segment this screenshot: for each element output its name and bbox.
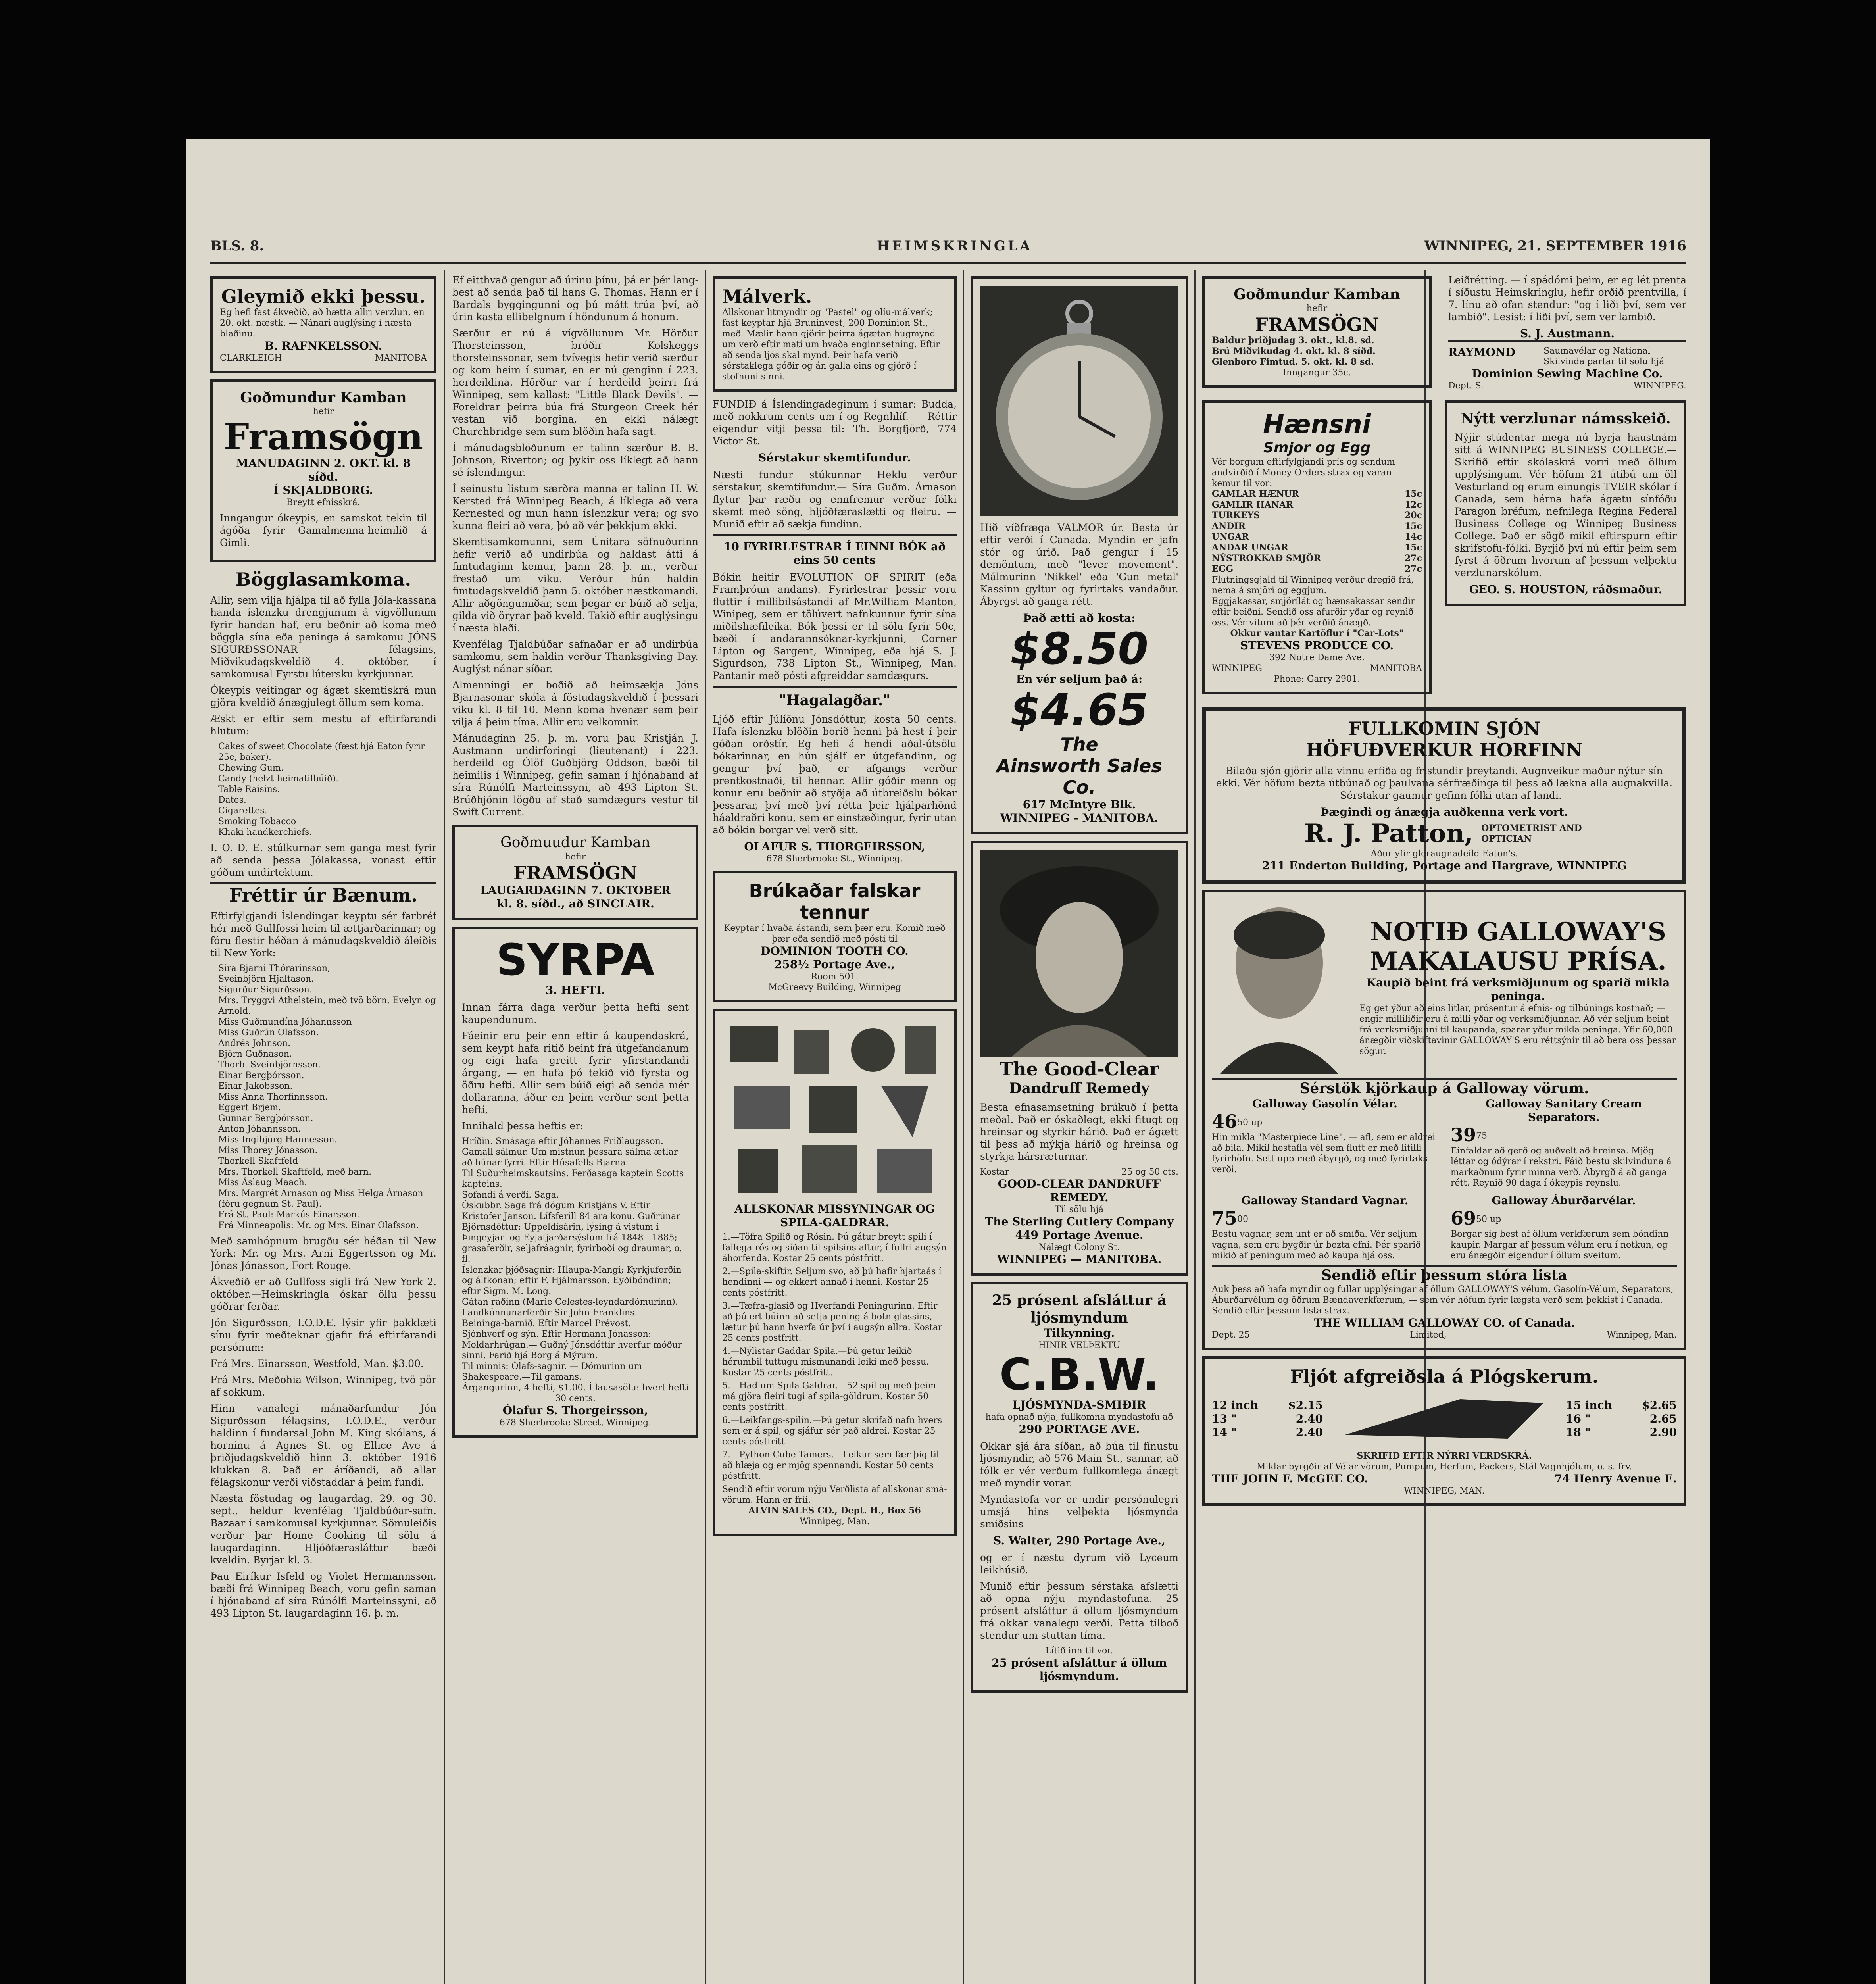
hefir: hefir	[1306, 304, 1328, 313]
ad-intro: Vér borgum eftirfylgjandi prís og sendum andvirðið í Money Orders strax og varan kemur til vor:	[1212, 457, 1395, 488]
newspaper-page	[186, 139, 1710, 1984]
firm-name: C.B.W.	[999, 1349, 1159, 1400]
share-price: $2.15	[1288, 1399, 1323, 1412]
galloway-product-separator	[1451, 1097, 1677, 1188]
paragraph: Í seinustu listum særðra manna er talinn H. W. Kersted frá Winnipeg Beach, á líklega að vera Kernested og mun hann íslenzkur vera; og svo kunna fleiri að vera, þó að vér þekkjum ekki.	[452, 483, 698, 531]
list-item: Miss Ingibjörg Hannesson.	[218, 1135, 337, 1145]
price-value: 15c	[1404, 489, 1422, 499]
list-item: Dates.	[218, 795, 246, 805]
the: The	[1060, 734, 1098, 755]
signature: Ólafur S. Thorgeirsson,	[502, 1404, 648, 1417]
paragraph: Almenningi er boðið að heimsækja Jóns Bjarnasonar skóla á föstudagskveldið í þessari viku kl. 8 til 10. Menn koma hvenær sem þeir vilja á þeim tíma. Allir eru velkomnir.	[452, 679, 698, 728]
paragraph: Jón Sigurðsson, I.O.D.E. lýsir yfir þakklæti sínu fyrir meðteknar gjafir frá eftirfarandi persónum:	[210, 1317, 436, 1353]
list-item: Table Raisins.	[218, 784, 280, 794]
ad-body: Allskonar litmyndir og "Pastel" og olíu-málverk; fást keyptar hjá Bruninvest, 200 Dominion St., með. Mælir hann gjörir þeirra ágætan hugmynd um verð eftir mati um hvaða enginnsetning. Eftir að senda ljós skal mynd. Þeir hafa verið sérstaklega góðir og án galla eins og gjörð í stofnuni sinni.	[722, 308, 940, 382]
event-date-2: Brú Miðvikudag 4. okt. kl. 8 síðd.	[1212, 346, 1376, 356]
man-portrait	[1212, 900, 1347, 1074]
announcement-label: Tilkynning.	[1044, 1327, 1115, 1340]
city: WINNIPEG.	[1633, 381, 1686, 391]
paragraph: Frá Mrs. Einarsson, Westfold, Man. $3.00.	[210, 1358, 424, 1369]
price-item: ANDIR	[1212, 521, 1246, 531]
paragraph: Okkur vantar Kartöflur í "Car-Lots"	[1230, 628, 1404, 638]
list-item: Miss Áslaug Maach.	[218, 1178, 307, 1188]
paragraph: Fáeinir eru þeir enn eftir á kaupendaskrá, sem keypt hafa ritið beint frá útgefandanum og eigi hafa greitt fyrir yfirstandandi árgang, — en hafa þó tekið við fyrsta og öðru hefti. Allir sem búið eigi að senda mér dollaranna, áður en þeim verður sent þetta hefti,	[462, 1030, 689, 1115]
missyningar-ad	[713, 1009, 957, 1536]
column-4	[971, 270, 1188, 1984]
product-title: Galloway Sanitary Cream Separators.	[1485, 1097, 1642, 1124]
headline: Bögglasamkoma.	[235, 569, 411, 590]
city: Winnipeg, Man.	[1607, 1330, 1677, 1340]
contents-item: Sjónhverf og sýn. Eftir Hermann Jónasson: Moldarhrúgan.— Guðný Jónsdóttir hverfur móður sinni. Farið hjá Borg á Mýrum.	[462, 1329, 682, 1361]
paragraph: Innan fárra daga verður þetta hefti sent kaupendunum.	[462, 1002, 689, 1025]
call-to-action: SKRIFIÐ EFTIR NÝRRI VERÐSKRÁ.	[1357, 1451, 1532, 1461]
event-title: Framsögn	[223, 416, 423, 458]
paragraph: Munið eftir þessum sérstaka afslætti að opna nýju myndastofuna. 25 prósent afsláttur á öllum ljósmyndum frá okkar vanalegu verði. Petta tilboð stendur um stuttan tíma.	[980, 1580, 1178, 1641]
list-item: Björn Guðnason.	[218, 1049, 292, 1059]
headline: ALLSKONAR MISSYNINGAR OG SPILA-GALDRAR.	[734, 1202, 935, 1229]
city: WINNIPEG — MANITOBA.	[997, 1253, 1162, 1266]
product-title: Galloway Gasolín Vélar.	[1252, 1097, 1397, 1110]
raymond-ad	[1448, 340, 1686, 391]
list-item: Miss Anna Thorfinnsson.	[218, 1092, 328, 1102]
serstakur-notice	[713, 451, 957, 530]
section-title: Sérstök kjörkaup á Galloway vörum.	[1212, 1078, 1677, 1097]
column-3	[713, 270, 957, 1984]
list-item: Mrs. Thorkell Skaftfeld, með barn.	[218, 1167, 372, 1177]
list-item: Smoking Tobacco	[218, 817, 296, 827]
list-price: $8.50	[1010, 623, 1148, 674]
footer-offer: 25 prósent afsláttur á öllum ljósmyndum.	[992, 1656, 1167, 1683]
paragraph: Ljóð eftir Júlíönu Jónsdóttur, kosta 50 cents. Hafa íslenzku blöðin borið henni þá hest í þeir góðan orðstír. Eg hefi á hendi aðal-útsölu bókarinnar, en hún sjálf er útgefandinn, og gengur því það, er afgangs verður prentkostnaði, til hennar. Allir góðir menn og konur eru beðnir að styðja að útbreiðslu bókar þessarar, því með því rétta þeir hjálparhönd háaldraðri konu, sem er einstæðingur, fyrir utan að bókin borgar vel verð sitt.	[713, 713, 957, 836]
paragraph: Næsta föstudag og laugardag, 29. og 30. sept., heldur kvenfélag Tjaldbúðar-safn. Bazaar í samkomusal kyrkjunnar. Sömuleiðis verður þar Home Cooking til sölu á laugardaginn. Hljóðfærasláttur bæði kveldin. Byrjar kl. 3.	[210, 1493, 436, 1566]
ad-body: Besta efnasamsetning brúkuð í þetta meðal. Það er óskaðlegt, ekki fitugt og hreinsar og styrkir hárið. Það er ágætt til þess að mýkja hárið og hreinsa og styrkja hársræturnar.	[980, 1102, 1178, 1162]
headline: NOTIÐ GALLOWAY'S	[1370, 917, 1666, 947]
list-item: Andrés Johnson.	[218, 1038, 291, 1048]
list-item: Cakes of sweet Chocolate (fæst hjá Eaton fyrir 25c, baker).	[218, 742, 425, 762]
catalog-body: Auk þess að hafa myndir og fullar upplýsingar af öllum GALLOWAY'S vélum, Gasolín-Vélum, Separators, Áburðarvélum og öðrum Bændaverkfærum, — sem vér höfum fyrir lægsta verð sem þekkist í Canada. Sendið eftir þessum lista strax.	[1212, 1284, 1674, 1316]
goodclear-ad	[971, 841, 1188, 1276]
price-value: 12c	[1404, 500, 1422, 510]
product-name: GOOD-CLEAR DANDRUFF REMEDY.	[998, 1177, 1161, 1204]
event-date-3: Glenboro Fimtud. 5. okt. kl. 8 sd.	[1212, 357, 1374, 367]
paragraph: Allir, sem vilja hjálpa til að fylla Jóla-kassana handa íslenzku drengjunum á vígvöllunum fyrir handan haf, eru beðnir að koma með böggla sína eða peninga á samkomu JÓNS SIGURÐSSONAR félagsins, Miðvikudagskveldið 4. október, í samkomusal Fyrstu lútersku kyrkjunnar.	[210, 594, 436, 680]
list-item: Miss Guðrún Olafsson.	[218, 1028, 319, 1038]
list-item: Frá St. Paul: Markús Einarsson.	[218, 1210, 360, 1220]
building: McGreevy Building, Winnipeg	[768, 982, 901, 992]
haensni-ad	[1202, 400, 1432, 694]
price-value: 15c	[1404, 521, 1422, 531]
paragraph: Frá Mrs. Meðohia Wilson, Winnipeg, tvö pör af sokkum.	[210, 1374, 436, 1398]
address: 617 McIntyre Blk.	[1023, 798, 1136, 811]
tagline: Kaupið beint frá verksmiðjunum og sparið mikla peninga.	[1366, 976, 1670, 1003]
product-price: 39	[1451, 1124, 1476, 1146]
signature: B. RAFNKELSSON.	[264, 339, 383, 352]
headline: FULLKOMIN SJÓN	[1348, 718, 1540, 739]
plowshare-illustration	[1341, 1387, 1547, 1451]
price-value: 15c	[1404, 542, 1422, 553]
contents-item: Til minnis: Ólafs-sagnir. — Dómurinn um Shakespeare.—Til gamans.	[462, 1361, 642, 1382]
headline: 10 FYRIRLESTRAR Í EINNI BÓK að eins 50 cents	[723, 540, 946, 567]
price-item: GAMLAR HÆNUR	[1212, 489, 1299, 499]
list-item: Einar Bergþórsson.	[218, 1071, 304, 1080]
list-item: Gunnar Bergþórsson.	[218, 1113, 313, 1123]
column-1	[210, 270, 436, 1984]
ad-body: Hið víðfræga VALMOR úr. Besta úr eftir verði í Canada. Myndin er jafn stór og úrið. Það gengur í 15 demöntum, með "lever movement". Málmurinn 'Nikkel' eða 'Gun metal' Kassinn gyltur og fyrirtaks vandaður. Ábyrgst að ganga rétt.	[980, 522, 1178, 607]
headline: Sérstakur skemtifundur.	[758, 451, 911, 464]
price-value: 27c	[1404, 564, 1422, 574]
share-price: 2.40	[1296, 1412, 1323, 1425]
contents-item: Íslenzkar þjóðsagnir: Hlaupa-Mangi; Kyrkjuferðin og álfkonan; eftir F. Hjálmarsson. Eyðibóndinn; eftir Sigm. M. Long.	[462, 1265, 682, 1296]
room: Room 501.	[811, 972, 859, 982]
price-item: EGG	[1212, 564, 1234, 574]
verzlunar-ad	[1445, 400, 1686, 606]
page-header	[210, 234, 1686, 264]
place-right: MANITOBA	[375, 353, 427, 363]
product-body: Borgar sig best af öllum verkfærum sem bóndinn kaupir. Margar af þessum vélum eru í notkun, og eru ánægðir eigendur í öllum sveitum.	[1451, 1229, 1669, 1261]
event-date-1: Baldur þriðjudag 3. okt., kl.8. sd.	[1212, 335, 1374, 346]
price-value: 14c	[1404, 532, 1422, 542]
price: 25 og 50 cts.	[1121, 1167, 1178, 1177]
paragraph: Eggjakassar, smjörílát og hænsakassar sendir eftir beiðni. Sendið oss afurðir yðar og reynið oss. Vér vitum að þér verðið ánægð.	[1212, 596, 1415, 628]
dept: Dept. 25	[1212, 1330, 1250, 1340]
brukadar-ad	[713, 871, 957, 1002]
paragraph: Ókeypis veitingar og ágæt skemtiskrá mun gjöra kveldið ánægjulegt öllum sem koma.	[210, 684, 436, 708]
sale-price: $4.65	[1010, 684, 1148, 735]
galloway-product-wagon	[1212, 1194, 1438, 1261]
galloway-product-spreader	[1451, 1194, 1677, 1261]
list-item: Chewing Gum.	[218, 763, 284, 773]
list-item: Cigarettes.	[218, 806, 267, 816]
paragraph: hafa opnað nýja, fullkomna myndastofu að	[985, 1412, 1173, 1422]
kamban-ad-2	[452, 825, 698, 920]
woman-portrait	[980, 850, 1178, 1057]
signature: S. J. Austmann.	[1520, 327, 1615, 340]
signature: GEO. S. HOUSTON, ráðsmaður.	[1469, 583, 1663, 596]
share-size: 18 "	[1566, 1426, 1591, 1439]
galloway-ad	[1202, 890, 1686, 1350]
headline: Fréttir úr Bænum.	[229, 884, 418, 906]
paragraph: Hinn vanalegi mánaðarfundur Jón Sigurðsson félagsins, I.O.D.E., verður haldinn í fundarsal John M. King skólans, á horninu á Agnes St. og Ellice Ave á þriðjudagskveldið hinn 3. október 1916 klukkan 8. Það er áríðandi, að allar félagskonur verði viðstaddar á þeim fundi.	[210, 1403, 436, 1488]
list-item: 4.—Nýlistar Gaddar Spila.—Þú getur leikið hérumbil tuttugu mismunandi leiki með þessu. Kostar 25 cents póstfritt.	[722, 1346, 929, 1378]
contents-item: Beininga-barnið. Eftir Marcel Prévost.	[462, 1319, 631, 1328]
paragraph: Okkar sjá ára síðan, að búa til fínustu ljósmyndir, að 576 Main St., sannar, að fólk er vér verðum fullkomlega ánægt með myndir vorar.	[980, 1440, 1178, 1489]
paragraph: Í mánudagsblöðunum er talinn særður B. B. Johnson, Riverton; og þykir oss líklegt að hann sé íslendingur.	[452, 442, 698, 478]
share-size: 13 "	[1212, 1412, 1237, 1425]
paragraph: Skemtisamkomunni, sem Únitara söfnuðurinn hefir verið að undirbúa og haldast átti á fimtudaginn kemur, þann 28. þ. m., verður frestað um viku. Verður hún haldin fimtudagskveldið þann 5. október næstkomandi. Allir aðgöngumiðar, sem þegar er búið að selja, gilda við öryrar það kveld. Takið eftir auglýsingu í næsta blaði.	[452, 536, 698, 634]
hagaladar-ad	[713, 686, 957, 864]
share-size: 16 "	[1566, 1412, 1591, 1425]
fyrirlestrar-ad	[713, 534, 957, 682]
address: 258½ Portage Ave.,	[774, 958, 895, 971]
firm-name: STEVENS PRODUCE CO.	[1240, 639, 1394, 652]
syrpa-issue: 3. HEFTI.	[545, 984, 605, 997]
admission: Inngangur 35c.	[1283, 368, 1351, 378]
list-item: Candy (helzt heimatilbúið).	[218, 774, 339, 784]
paragraph: Bókin heitir EVOLUTION OF SPIRIT (eða Framþróun andans). Fyrirlestrar þessir voru fluttir í millibilsástandi af Mr.William Manton, Winipeg, sem er tölúvert nafnkunnur fyrir sína miðilshæfileika. Bók þessi er til sölu fyrir 50c, bæði í andarannsóknar-kyrkjunni, Corner Lipton og Sargent, Winnipeg, eða hjá S. J. Sigurdson, 738 Lipton St., Winnipeg, Man. Pantanir með pósti afgreiddar samdægurs.	[713, 571, 957, 681]
cbw-photo-ad	[971, 1282, 1188, 1693]
admission-note: Inngangur ókeypis, en samskot tekin til ágóða fyrir Gamalmenna-heimilið á Gimli.	[220, 512, 427, 548]
product-body: Bestu vagnar, sem unt er að smíða. Vér seljum vagna, sem eru bygðir úr bezta efni. Þér sparið mikið af peningum með að kaupa hjá oss.	[1212, 1229, 1421, 1261]
event-time: LAUGARDAGINN 7. OKTOBER	[480, 884, 671, 897]
share-size: 15 inch	[1566, 1399, 1613, 1412]
magic-tricks-illustration	[722, 1018, 944, 1201]
dept: Dept. S.	[1448, 381, 1484, 391]
ad-body: Miklar byrgðir af Vélar-vörum, Pumpum, Herfum, Packers, Stál Vagnhjólum, o. s. frv.	[1256, 1462, 1632, 1472]
bogglasamkoma-article	[210, 569, 436, 879]
sale-price-label: En vér seljum það á:	[1016, 673, 1143, 686]
paragraph: Æskt er eftir sem mestu af eftirfarandi hlutum:	[210, 713, 436, 737]
paragraph: Kvenfélag Tjaldbúðar safnaðar er að undirbúa samkomu, sem haldin verður Thanksgiving Day. Auglýst nánar síðar.	[452, 638, 698, 675]
product-price: 75	[1212, 1207, 1238, 1229]
syrpa-title: SYRPA	[496, 934, 655, 985]
product-body: Hin mikla "Masterpiece Line", — afl, sem er aldrei að bila. Mikil hestafla vél sem flutt er með lítilli fyrirhöfn. Sett upp með ábyrgð, og með fyrirtaks verði.	[1212, 1132, 1435, 1175]
ad-body: Nýjir stúdentar mega nú byrja haustnám sitt á WINNIPEG BUSINESS COLLEGE.—Skrifið eftir skólaskrá vorri með öllum upplýsingum. Vér höfum 21 útibú um öll Vesturland og erum einungis TVEIR skólar í Canada, sem hérna hafa ágætu sínfóðu Paragon bréfum, nefnilega Regina Federal Business College og Winnipeg Business College. Það er sögð mikil eftirspurn eftir skrifstofu-fólki. Byrjið því nú eftir þeim sem fyrst á öðrum hvorum af þessum velþektu verzlunarskólum.	[1455, 432, 1677, 579]
list-item: Sveinbjörn Hjaltason.	[218, 974, 314, 984]
event-place: kl. 8. síðd., að SINCLAIR.	[496, 897, 654, 910]
paragraph: Særður er nú á vígvöllunum Mr. Hörður Thorsteinsson, bróðir Kolskeggs thorsteinssonar, sem tvívegis hefir verið særður og kom heim í sumar, en er nú genginn í 223. herdeildina. Hörður var í herdeild þeirri frá Winnipeg, sem kallast: "Little Black Devils". — Foreldrar þeirra búa frá Sturgeon Creek hér vestan við borgina, en ekki nálægt Churchbridge sem sum blöðin hafa sagt.	[452, 327, 698, 437]
list-item: 1.—Töfra Spilið og Rósin. Þú gátur breytt spili í fallega rós og síðan til spilsins aftur, í fullri augsýn áhorfenda. Kostar 25 cents póstfritt.	[722, 1232, 947, 1263]
headline: Brúkaðar falskar tennur	[749, 880, 921, 923]
list-item: 2.—Spila-skiftir. Seljum svo, að þú hafir hjartaás í hendinni — og ekkert annað í henni. Kostar 25 cents póstfritt.	[722, 1267, 942, 1298]
list-item: Mrs. Margrét Árnason og Miss Helga Árnason (fóru gegnum St. Paul).	[218, 1188, 423, 1209]
kamban-ad-1	[210, 379, 436, 562]
gleymid-notice	[210, 276, 436, 373]
catalog-title: Sendið eftir þessum stóra lista	[1212, 1265, 1677, 1284]
paragraph: Með samhópnum brugðu sér héðan til New York: Mr. og Mrs. Arni Eggertsson og Mr. Jónas Jónasson, Fort Rouge.	[210, 1235, 436, 1271]
brand: RAYMOND	[1448, 346, 1515, 359]
share-price: 2.90	[1649, 1426, 1677, 1439]
contents-item: Gamall sálmur. Um mistnun þessara sálma ætlar að húnar fyrri. Eftir Húsafells-Bjarna.	[462, 1147, 678, 1168]
address: 449 Portage Avenue.	[1015, 1228, 1144, 1242]
list-item: Eggert Brjem.	[218, 1103, 281, 1113]
product-price-cents: 75	[1476, 1131, 1488, 1141]
visit-note: Lítið inn til vor.	[1045, 1646, 1113, 1656]
pocket-watch-illustration	[980, 286, 1178, 516]
list-item: Frá Minneapolis: Mr. og Mrs. Einar Olafsson.	[218, 1221, 419, 1230]
share-size: 14 "	[1212, 1426, 1237, 1439]
correction-notice: Leiðrétting. — í spádómi þeim, er eg lét prenta í síðustu Heimskringlu, hefir orðið prentvilla, í 7. línu að ofan stendur: "og í liði því, sem ver lambið". Lesist: í liði því, sem ver lambið.	[1448, 274, 1686, 323]
paragraph: I. O. D. E. stúlkurnar sem ganga mest fyrir að senda þessa Jólakassa, vonast eftir góðum undirtektum.	[210, 842, 436, 878]
address: 678 Sherbrooke Street, Winnipeg.	[499, 1418, 652, 1428]
headline: The Good-Clear	[999, 1058, 1159, 1080]
subheadline: HÖFUÐVERKUR HORFINN	[1306, 739, 1583, 761]
list-item: Mrs. Tryggvi Athelstein, með tvö börn, Evelyn og Arnold.	[218, 996, 436, 1016]
price-note: Árgangurinn, 4 hefti, $1.00. Í lausasölu: hvert hefti 30 cents.	[462, 1383, 689, 1403]
contents-item: Landkönnunarferðir Sir John Franklins.	[462, 1308, 638, 1318]
price-item: TURKEYS	[1212, 510, 1260, 521]
product-price: 69	[1451, 1207, 1476, 1229]
address: 392 Notre Dame Ave.	[1269, 653, 1365, 663]
signature: OLAFUR S. THORGEIRSSON,	[744, 840, 925, 853]
firm-trade: LJÓSMYNDA-SMIÐIR	[1012, 1398, 1146, 1411]
list-item: Sigurður Sigurðsson.	[218, 985, 312, 995]
price-item: GAMLIR HANAR	[1212, 500, 1294, 510]
event-place: Í SKJALDBORG.	[273, 484, 373, 497]
paragraph: Eftirfylgjandi Íslendingar keyptu sér farbréf hér með Gullfossi heim til ættjarðarinnar; og fóru flestir héðan á mánudagskveldið áleiðis til New York:	[210, 910, 436, 959]
phone: Phone: Garry 2901.	[1274, 674, 1360, 684]
paragraph: Sendið eftir vorum nýju Verðlista af allskonar smá-vörum. Hann er fríi.	[722, 1484, 947, 1505]
address: 74 Henry Avenue E.	[1554, 1472, 1677, 1485]
former-position: Áður yfir gleraugnadeild Eaton's.	[1370, 849, 1518, 859]
performer-name: Goðmundur Kamban	[1234, 286, 1400, 303]
for-sale-at: Til sölu hjá	[1055, 1205, 1104, 1215]
paragraph: Innihald þessa heftis er:	[462, 1120, 584, 1132]
event-time: MANUDAGINN 2. OKT. kl. 8 síðd.	[236, 457, 411, 483]
paragraph: Þau Eiríkur Isfeld og Violet Hermannsson, bæði frá Winnipeg Beach, voru gefin saman í hjónaband af síra Rúnólfi Marteinssyni, að 493 Lipton St. laugardaginn 16. þ. m.	[210, 1571, 436, 1619]
plogskerum-ad	[1202, 1356, 1686, 1506]
product-price-cents: 50 up	[1237, 1117, 1263, 1128]
share-price: 2.65	[1649, 1412, 1677, 1425]
paragraph: Næsti fundur stúkunnar Heklu verður sérstakur, skemtifundur.— Síra Guðm. Árnason flytur þar ræðu og ennfremur verður fólki skemt með söng, hljóðfæraslætti og fleiru. — Munið eftir að sækja fundinn.	[713, 469, 957, 530]
patton-ad	[1202, 707, 1686, 884]
contents-item: Gátan ráðinn (Marie Celestes-leyndardómurinn).	[462, 1297, 678, 1307]
headline: Málverk.	[722, 286, 812, 307]
issue-date: WINNIPEG, 21. SEPTEMBER 1916	[1424, 238, 1686, 254]
list-item: Khaki handkerchiefs.	[218, 827, 312, 837]
list-item: 7.—Python Cube Tamers.—Leikur sem fær þig til að hlæja og er mjög spennandi. Kostar 50 cents póstfritt.	[722, 1450, 939, 1481]
price-item: ANDAR UNGAR	[1212, 542, 1288, 553]
headline: Gleymið ekki þessu.	[221, 286, 426, 307]
kamban-ad-3	[1202, 276, 1432, 388]
place-left: CLARKLEIGH	[220, 353, 282, 363]
profession: OPTOMETRIST AND OPTICIAN	[1481, 823, 1582, 844]
list-item: Sira Bjarni Thórarinsson,	[218, 963, 330, 973]
firm-name: Ainsworth Sales Co.	[996, 755, 1162, 798]
slogan: Þægindi og ánægja auðkenna verk vort.	[1321, 806, 1568, 819]
paragraph: og er í næstu dyrum við Lyceum leikhúsið.	[980, 1552, 1178, 1576]
address: 211 Enderton Building, Portage and Hargrave, WINNIPEG	[1262, 859, 1627, 872]
product-title: Galloway Áburðarvélar.	[1492, 1194, 1636, 1207]
limited: Limited,	[1410, 1330, 1447, 1340]
column-5	[1202, 270, 1686, 1984]
subheadline: MAKALAUSU PRÍSA.	[1370, 946, 1666, 976]
price-item: UNGAR	[1212, 532, 1249, 542]
paragraph: Flutningsgjald til Winnipeg verður dregið frá, nema á smjöri og eggjum.	[1212, 575, 1414, 596]
list-price-label: Það ætti að kosta:	[1023, 611, 1136, 625]
address: 678 Sherbrooke St., Winnipeg.	[766, 854, 903, 864]
programme-note: Breytt efnisskrá.	[286, 498, 360, 508]
province: MANITOBA	[1370, 663, 1422, 673]
list-item: Anton Jóhannsson.	[218, 1124, 301, 1134]
headline: "Hagalagðar."	[778, 692, 891, 709]
city: WINNIPEG	[1212, 663, 1262, 673]
list-item: 6.—Leikfangs-spilin.—Þú getur skrifað nafn hvers sem er á spil, og sjáfur sér það aldrei. Kostar 25 cents póstfritt.	[722, 1415, 942, 1447]
ad-body: Bilaða sjón gjörir alla vinnu erfiða og fristundir þreytandi. Augnveikur maður nýtur sín ekki. Vér höfum bezta útbúnað og þaulvana sérfræðinga til þess að lækna alla augnakvilla. — Sérstakur gaumur gefinn fólki utan af landi.	[1216, 765, 1673, 801]
city: Winnipeg, Man.	[800, 1517, 870, 1526]
list-item: 5.—Hadium Spila Galdrar.—52 spil og með þeim má gjöra fleiri tugi af spila-göldrum. Kostar 50 cents póstfritt.	[722, 1381, 936, 1412]
product-price: 46	[1212, 1111, 1238, 1132]
product-price-cents: 00	[1237, 1214, 1249, 1225]
nearby: Nálægt Colony St.	[1038, 1242, 1120, 1252]
share-price: 2.40	[1296, 1426, 1323, 1439]
contents-item: Óskubbr. Saga frá dögum Kristjáns V. Eftir Kristofer Janson. Lífsferill 84 ára konu. Guðrúnar Björnsdóttur: Uppeldisárin, lýsing á vistum í Þingeyjar- og Eyjafjarðarsýslum frá 1848—1885; grasaferðir, seljafráagnir, fyrirboði og draumar, o. fl.	[462, 1201, 682, 1264]
ad-body: Keyptar í hvaða ástandi, sem þær eru. Komið með þær eða sendið með pósti til	[724, 923, 946, 944]
frettir-article	[210, 882, 436, 1619]
notice-body: Eg hefi fast ákveðið, að hætta allri verzlun, en 20. okt. næstk. — Nánari auglýsing í næsta blaðinu.	[220, 308, 425, 339]
subheadline: Dandruff Remedy	[1009, 1080, 1149, 1097]
firm-name: The Sterling Cutlery Company	[985, 1215, 1174, 1228]
firm-name: DOMINION TOOTH CO.	[761, 944, 909, 957]
contents-item: Hríðin. Smásaga eftir Jóhannes Friðlaugsson.	[462, 1136, 663, 1146]
list-item: 3.—Tæfra-glasið og Hverfandi Peningurinn. Eftir að þú ert búinn að setja pening á botn glassins, lætur þú hann hverfa úr því í augsýn allra. Kostar 25 cents póstfritt.	[722, 1301, 942, 1343]
share-price: $2.65	[1642, 1399, 1677, 1412]
price-value: 20c	[1404, 510, 1422, 521]
contents-item: Til Suðurheimskautsins. Ferðasaga kaptein Scotts kapteins.	[462, 1169, 684, 1189]
headline: Hænsni	[1263, 410, 1371, 439]
product-title: Galloway Standard Vagnar.	[1241, 1194, 1409, 1207]
list-item: Einar Jakobsson.	[218, 1081, 293, 1091]
event-title: FRAMSÖGN	[513, 862, 638, 884]
ad-intro: Eg get ýður að eins litlar, prósentur á efnis- og tilbúnings kostnað; — engir milliliðir eru á milli yðar og verksmiðjunnar. Að vér seljum beint frá verksmiðjunni til kaupanda, sparar yður mikla peninga. Yfir 60,000 ánægðir viðskiftavinir GALLOWAY'S eru réttsýnir til að bera oss þessar sögur.	[1359, 1003, 1676, 1056]
list-item: Miss Thorey Jónasson.	[218, 1146, 318, 1155]
ad-body: Saumavélar og National Skilvinda partar til sölu hjá	[1543, 346, 1665, 367]
address: 290 PORTAGE AVE.	[1019, 1423, 1140, 1436]
photographer: S. Walter, 290 Portage Ave.,	[993, 1534, 1165, 1547]
page-number: BLS. 8.	[210, 238, 264, 254]
malverk-ad	[713, 276, 957, 392]
intro: HINIR VELÞEKTU	[1038, 1340, 1121, 1350]
city: WINNIPEG, MAN.	[1404, 1486, 1485, 1496]
firm-name: ALVIN SALES CO., Dept. H., Box 56	[748, 1505, 921, 1516]
headline: Fljót afgreiðsla á Plógskerum.	[1290, 1366, 1599, 1387]
firm-name: THE JOHN F. McGEE CO.	[1212, 1472, 1368, 1485]
city: WINNIPEG - MANITOBA.	[1000, 811, 1159, 825]
paragraph: Mánudaginn 25. þ. m. voru þau Kristján J. Austmann undirforingi (lieutenant) í 223. herdeild og Ólöf Guðbjörg Oddson, bæði til heimilis í Winnipeg, gefin saman í hjónaband af síra Rúnólfi Marteinssyni, að 493 Lipton St. Brúðhjónin lögðu af stað samdægurs vestur til Swift Current.	[452, 732, 698, 818]
paragraph: Myndastofa vor er undir persónulegri umsjá hins velþekta ljósmynda smiðsins	[980, 1494, 1178, 1530]
subheadline: Smjor og Egg	[1263, 440, 1370, 456]
paragraph: Ákveðið er að Gullfoss sigli frá New York 2. október.—Heimskringla óskar öllu þessu góðrar ferðar.	[210, 1276, 436, 1312]
syrpa-ad	[452, 927, 698, 1438]
event-title: FRAMSÖGN	[1255, 314, 1379, 335]
headline: Nýtt verzlunar námsskeið.	[1461, 410, 1671, 427]
share-size: 12 inch	[1212, 1399, 1259, 1412]
performer-name: Goðmundur Kamban	[240, 389, 407, 406]
valmor-watch-ad	[971, 276, 1188, 834]
galloway-product-engine	[1212, 1097, 1438, 1188]
product-price-cents: 50 up	[1476, 1214, 1501, 1225]
hefir: hefir	[565, 852, 586, 862]
lost-found-notice: FUNDIÐ á Íslendingadeginum í sumar: Budda, með nokkrum cents um í og Regnhlíf. — Réttir eigendur vitji þessa til: Th. Borgfjörð, 774 Victor St.	[713, 398, 957, 447]
column-2	[452, 270, 698, 1984]
price-label: Kostar	[980, 1167, 1009, 1177]
contents-item: Sofandi á verði. Saga.	[462, 1190, 559, 1200]
paragraph: Ef eitthvað gengur að úrinu þínu, þá er þér lang-best að senda það til hans G. Thomas. Hann er í Bardals byggingunni og þú mátt trúa því, að úrin kasta ellibelgnum í höndunum á honum.	[452, 274, 698, 323]
headline: 25 prósent afsláttur á ljósmyndum	[992, 1292, 1167, 1326]
price-item: NÝSTROKKAÐ SMJÖR	[1212, 553, 1321, 563]
firm-name: R. J. Patton,	[1304, 819, 1474, 848]
list-item: Miss Guðmundína Jóhannsson	[218, 1017, 352, 1027]
price-value: 27c	[1404, 553, 1422, 563]
list-item: Thorb. Sveinbjörnsson.	[218, 1060, 321, 1070]
firm-name: Dominion Sewing Machine Co.	[1472, 367, 1663, 380]
hefir: hefir	[313, 407, 334, 417]
list-item: Thorkell Skaftfeld	[218, 1156, 298, 1166]
performer-name: Goðmuudur Kamban	[500, 834, 650, 851]
masthead: HEIMSKRINGLA	[877, 238, 1033, 254]
product-body: Einfaldar að gerð og auðvelt að hreinsa. Mjög léttar og ódýrar í rekstri. Fáið bestu skilvinduna á markaðnum fyrir minna verð. Ábyrgð á að ganga rétt. Reynið 90 daga í ókeypis reynslu.	[1451, 1146, 1672, 1188]
firm-name: THE WILLIAM GALLOWAY CO. of Canada.	[1313, 1316, 1575, 1329]
